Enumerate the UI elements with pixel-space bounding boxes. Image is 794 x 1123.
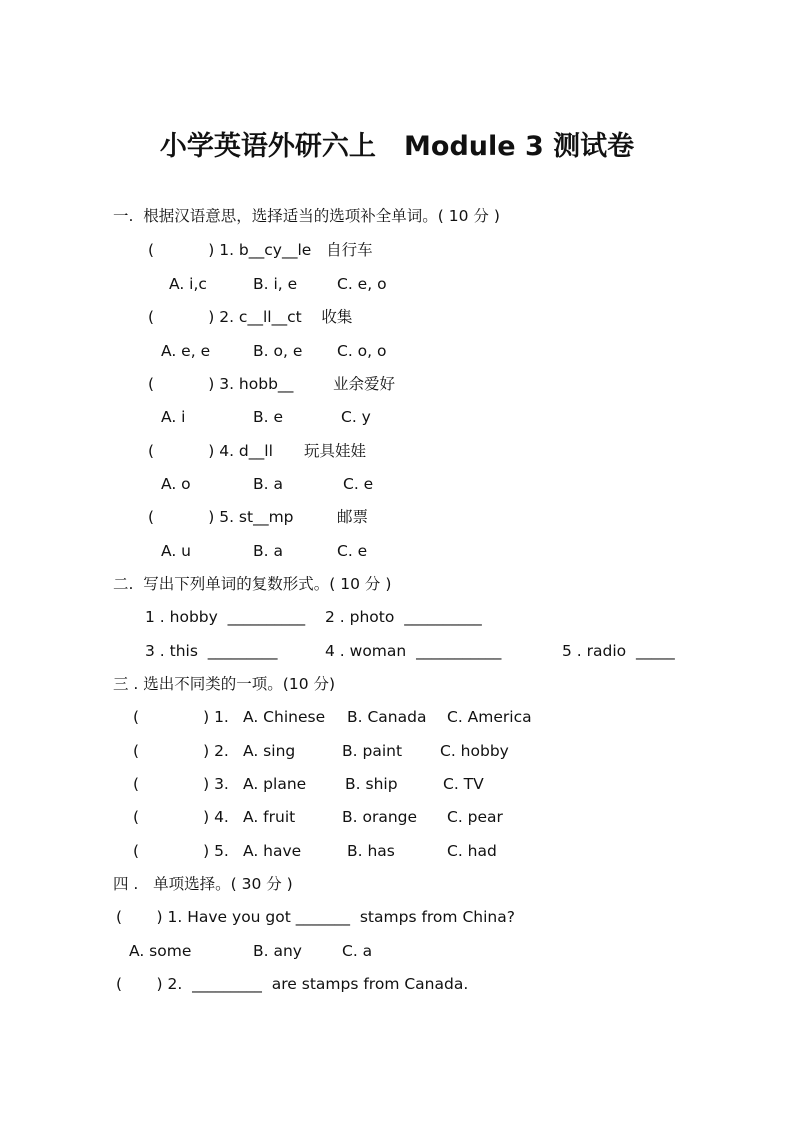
s1-q3-option-c: C. y — [341, 408, 371, 426]
s2-item-1: 1 . hobby __________ — [145, 608, 306, 626]
s1-q1-option-a: A. i,c — [169, 275, 207, 293]
s1-q2-option-c: C. o, o — [337, 342, 387, 360]
s1-q4-stem: ( ) 4. d__ll — [148, 442, 273, 460]
s3-q4-option-b: B. orange — [342, 808, 418, 826]
s1-q4-option-c: C. e — [343, 475, 374, 493]
s4-q1-option-a: A. some — [129, 942, 192, 960]
s3-q3-option-a: A. plane — [243, 775, 307, 793]
s1-q1-option-b: B. i, e — [253, 275, 298, 293]
s3-q4-option-a: A. fruit — [243, 808, 296, 826]
s1-q4-cn: 玩具娃娃 — [304, 442, 367, 460]
s1-q5-cn: 邮票 — [337, 508, 369, 526]
s3-q1-option-a: A. Chinese — [243, 708, 326, 726]
s1-q3-cn: 业余爱好 — [333, 375, 396, 393]
s3-q5-option-b: B. has — [347, 842, 395, 860]
s1-q5-option-b: B. a — [253, 542, 283, 560]
s1-q2-option-a: A. e, e — [161, 342, 211, 360]
s3-q5-option-a: A. have — [243, 842, 302, 860]
section-2-heading: 二. 写出下列单词的复数形式。( 10 分 ) — [113, 575, 392, 593]
s3-q4-num: ( ) 4. — [133, 808, 229, 826]
s4-q1-stem: ( ) 1. Have you got _______ stamps from China? — [116, 908, 515, 926]
page-title: 小学英语外研六上 Module 3 测试卷 — [159, 131, 635, 162]
s3-q3-option-b: B. ship — [345, 775, 398, 793]
s4-q1-option-c: C. a — [342, 942, 373, 960]
s2-item-5: 5 . radio _____ — [562, 642, 675, 660]
section-1-heading: 一. 根据汉语意思，选择适当的选项补全单词。( 10 分 ) — [113, 207, 500, 225]
s1-q2-stem: ( ) 2. c__ll__ct 收集 — [148, 308, 353, 326]
s3-q2-num: ( ) 2. — [133, 742, 229, 760]
s3-q2-option-b: B. paint — [342, 742, 403, 760]
s3-q4-option-c: C. pear — [447, 808, 503, 826]
s1-q3-stem: ( ) 3. hobb__ — [148, 375, 294, 393]
s3-q2-option-c: C. hobby — [440, 742, 509, 760]
s3-q1-option-b: B. Canada — [347, 708, 427, 726]
s4-q2-stem: ( ) 2. _________ are stamps from Canada. — [116, 975, 469, 993]
s1-q5-option-c: C. e — [337, 542, 368, 560]
s1-q1-option-c: C. e, o — [337, 275, 387, 293]
s1-q1-stem: ( ) 1. b__cy__le 自行车 — [148, 241, 373, 259]
s1-q4-option-b: B. a — [253, 475, 283, 493]
s2-item-2: 2 . photo __________ — [325, 608, 482, 626]
s3-q5-option-c: C. had — [447, 842, 497, 860]
s2-item-4: 4 . woman ___________ — [325, 642, 502, 660]
s3-q2-option-a: A. sing — [243, 742, 296, 760]
section-4-heading: 四 . 单项选择。( 30 分 ) — [113, 875, 293, 893]
s3-q3-num: ( ) 3. — [133, 775, 229, 793]
s3-q1-option-c: C. America — [447, 708, 532, 726]
s1-q5-option-a: A. u — [161, 542, 192, 560]
s3-q3-option-c: C. TV — [443, 775, 484, 793]
s4-q1-option-b: B. any — [253, 942, 302, 960]
s1-q3-option-b: B. e — [253, 408, 284, 426]
s3-q1-num: ( ) 1. — [133, 708, 229, 726]
s1-q4-option-a: A. o — [161, 475, 191, 493]
s2-item-3: 3 . this _________ — [145, 642, 278, 660]
s3-q5-num: ( ) 5. — [133, 842, 229, 860]
s1-q3-option-a: A. i — [161, 408, 186, 426]
s1-q5-stem: ( ) 5. st__mp — [148, 508, 294, 526]
section-3-heading: 三 . 选出不同类的一项。(10 分) — [113, 675, 336, 693]
s1-q2-option-b: B. o, e — [253, 342, 303, 360]
